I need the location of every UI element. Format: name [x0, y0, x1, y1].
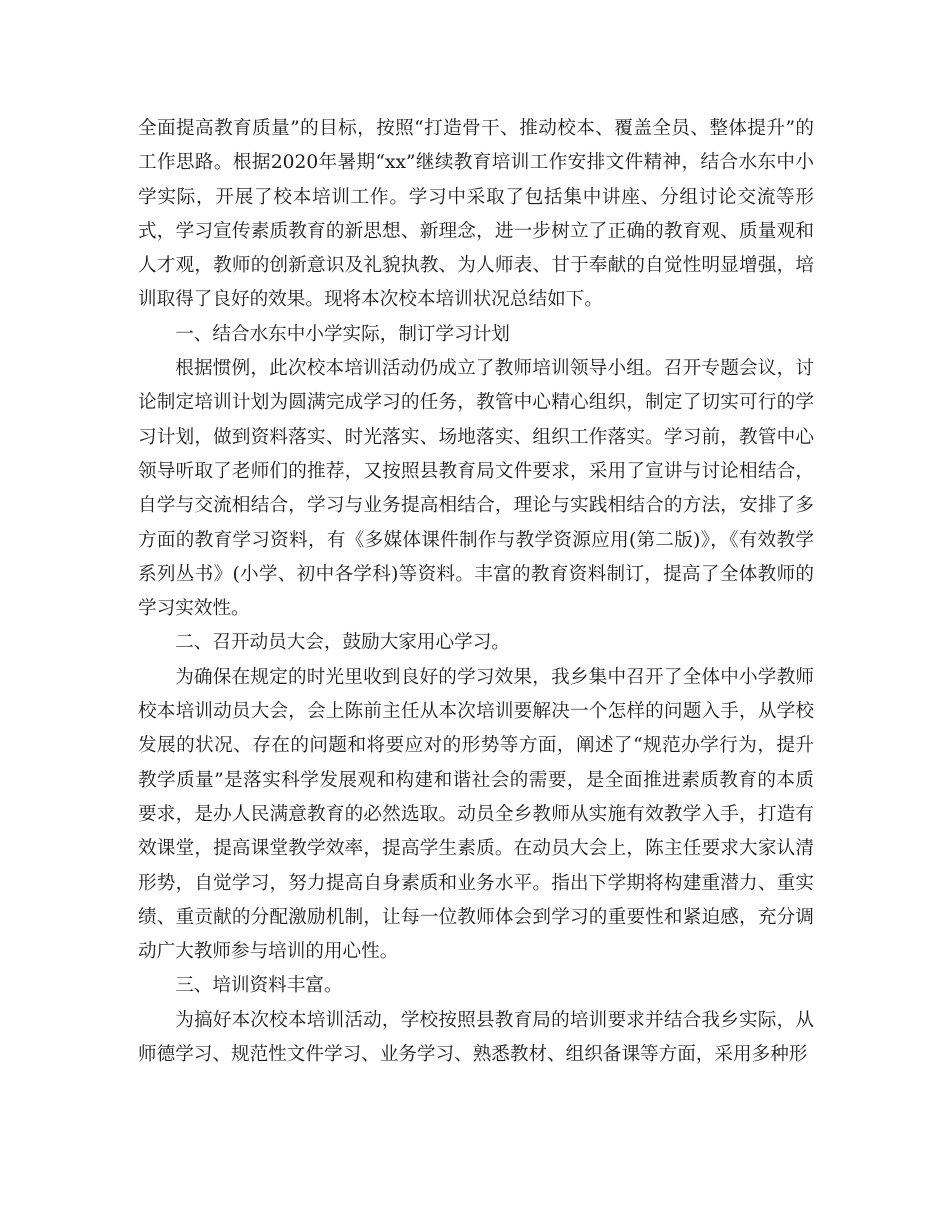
body-paragraph: 为搞好本次校本培训活动，学校按照县教育局的培训要求并结合我乡实际，从师德学习、规范性文件学习、业务学习、熟悉教材、组织备课等方面，采用多种形 — [138, 1009, 814, 1066]
body-paragraph: 为确保在规定的时光里收到良好的学习效果，我乡集中召开了全体中小学教师校本培训动员大会，会上陈前主任从本次培训要解决一个怎样的问题入手，从学校发展的状况、存在的问题和将要应对的形势等方面，阐述了“规范办学行为，提升教学质量”是落实科学发展观和构建和谐社会的需要，是全面推进素质教育的本质要求，是办人民满意教育的必然选取。动员全乡教师从实施有效教学入手，打造有效课堂，提高课堂教学效率，提高学生素质。在动员大会上，陈主任要求大家认清形势，自觉学习，努力提高自身素质和业务水平。指出下学期将构建重潜力、重实绩、重贡献的分配激励机制，让每一位教师体会到学习的重要性和紧迫感，充分调动广大教师参与培训的用心性。 — [138, 666, 814, 963]
body-paragraph: 根据惯例，此次校本培训活动仍成立了教师培训领导小组。召开专题会议，讨论制定培训计划为圆满完成学习的任务，教管中心精心组织，制定了切实可行的学习计划，做到资料落实、时光落实、场地落实、组织工作落实。学习前，教管中心领导听取了老师们的推荐，又按照县教育局文件要求，采用了宣讲与讨论相结合，自学与交流相结合，学习与业务提高相结合，理论与实践相结合的方法，安排了多方面的教育学习资料，有《多媒体课件制作与教学资源应用(第二版)》，《有效教学系列丛书》(小学、初中各学科)等资料。丰富的教育资料制订，提高了全体教师的学习实效性。 — [138, 358, 814, 620]
section-heading-1: 一、结合水东中小学实际，制订学习计划 — [175, 323, 510, 345]
section-heading-2: 二、召开动员大会，鼓励大家用心学习。 — [175, 632, 510, 654]
body-paragraph: 全面提高教育质量”的目标，按照“打造骨干、推动校本、覆盖全员、整体提升”的工作思路。根据2020年暑期“xx”继续教育培训工作安排文件精神，结合水东中小学实际，开展了校本培训工作。学习中采取了包括集中讲座、分组讨论交流等形式，学习宣传素质教育的新思想、新理念，进一步树立了正确的教育观、质量观和人才观，教师的创新意识及礼貌执教、为人师表、甘于奉献的自觉性明显增强，培训取得了良好的效果。现将本次校本培训状况总结如下。 — [138, 118, 814, 311]
document-body — [138, 112, 814, 1072]
section-heading-3: 三、培训资料丰富。 — [175, 975, 343, 997]
